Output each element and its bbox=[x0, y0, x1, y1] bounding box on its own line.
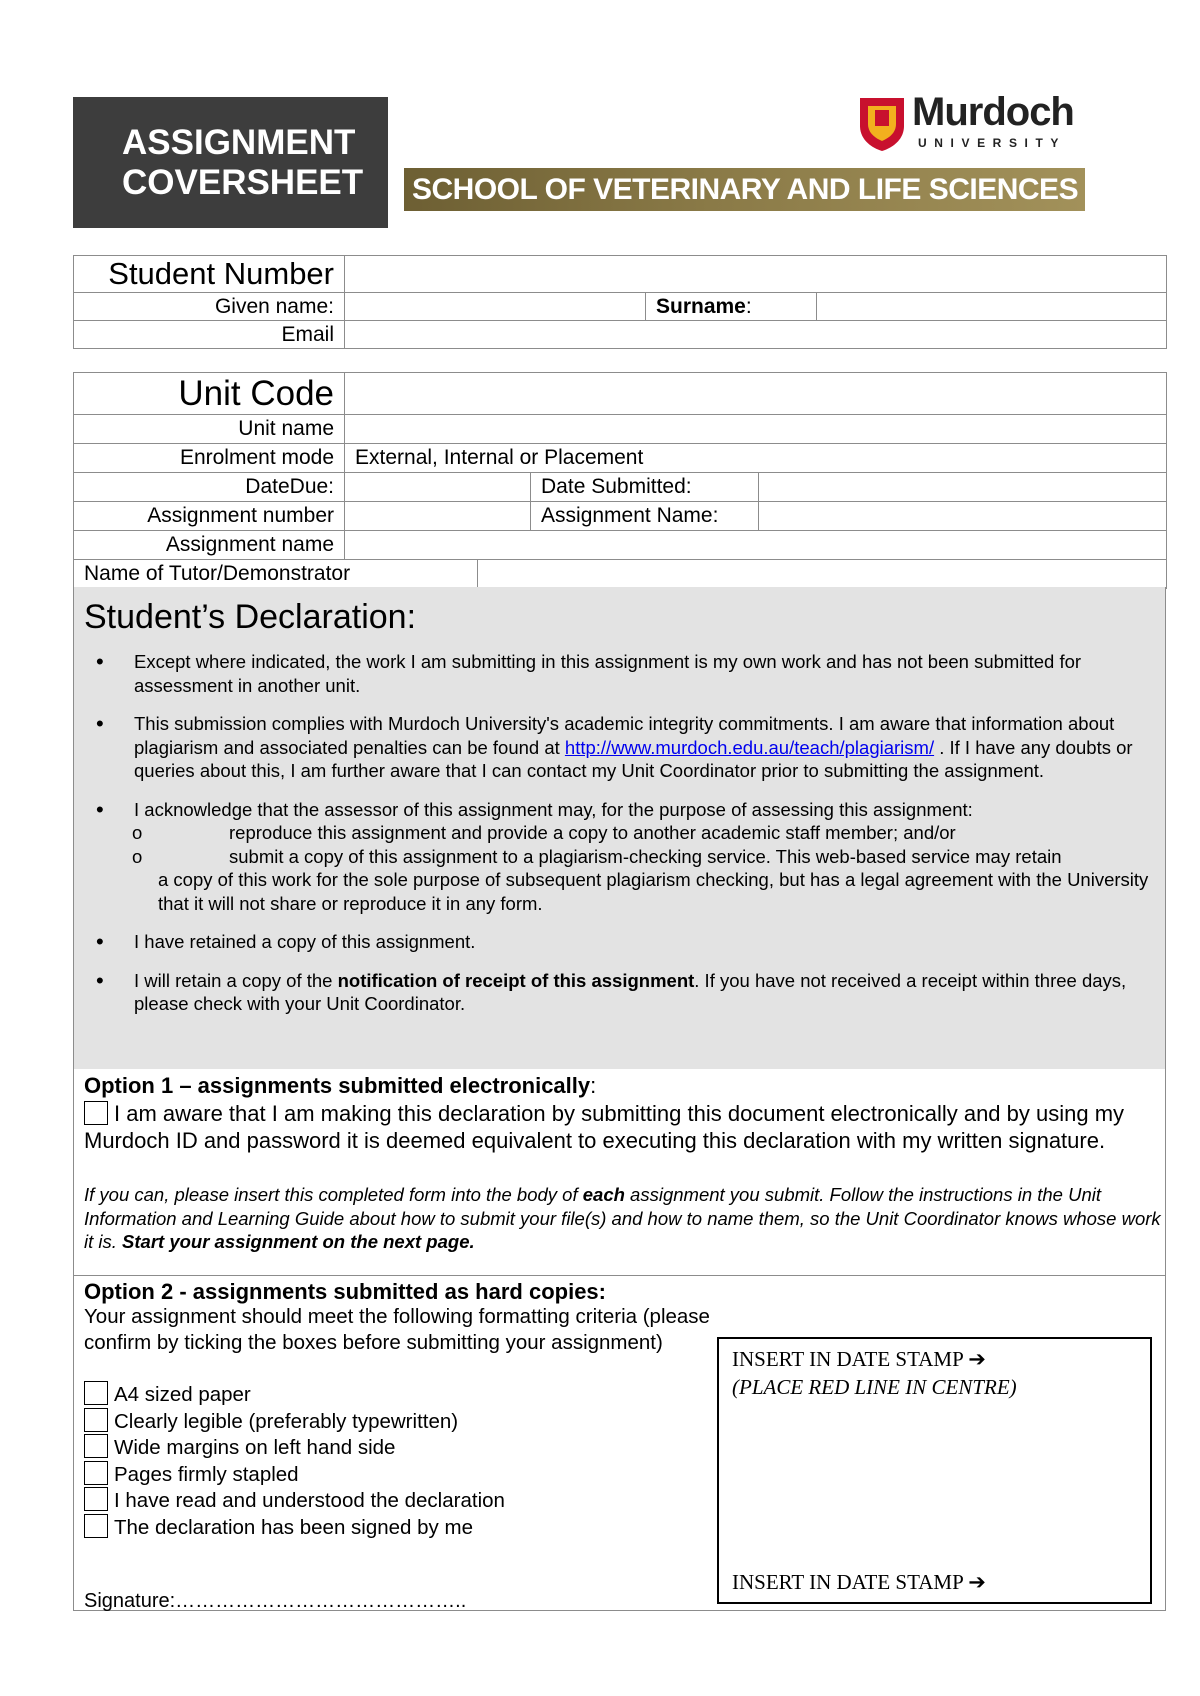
declaration-title: Student’s Declaration: bbox=[84, 598, 417, 636]
coversheet-title bbox=[73, 97, 388, 228]
criteria-label: I have read and understood the declaration bbox=[114, 1489, 505, 1512]
declaration-list bbox=[80, 650, 1160, 1031]
electronic-declaration-checkbox[interactable] bbox=[84, 1101, 108, 1125]
email-field[interactable] bbox=[345, 321, 1167, 349]
tutor-label: Name of Tutor/Demonstrator bbox=[84, 562, 351, 585]
assessor-sub-item-reproduce bbox=[80, 821, 1160, 845]
stamp-instruction-bottom: INSERT IN DATE STAMP ➔ bbox=[732, 1570, 986, 1594]
enrolment-mode-field[interactable]: External, Internal or Placement bbox=[345, 444, 1167, 473]
option1-text: I am aware that I am making this declaration by submitting this document electronically and by using my Murdoch ID and password it is deemed equivalent to executing this declaration with my written signature. bbox=[84, 1101, 1125, 1153]
sub-marker: o bbox=[132, 845, 143, 867]
integrity-text-post: . If I have any doubts or queries about this, I am further aware that I can contact my Unit Coordinator prior to submitting the assignment. bbox=[134, 736, 1133, 781]
declaration-item-retained-copy: • I have retained a copy of this assignment. bbox=[80, 930, 1160, 954]
date-submitted-field[interactable] bbox=[759, 473, 1167, 502]
student-details-table bbox=[73, 255, 1167, 349]
criteria-checkbox-margins[interactable] bbox=[84, 1434, 108, 1458]
surname-label-text: Surname bbox=[656, 294, 746, 318]
option1-note-bold: each bbox=[582, 1184, 625, 1205]
criteria-label: Wide margins on left hand side bbox=[114, 1436, 396, 1459]
surname-label bbox=[646, 293, 817, 321]
criteria-label: Pages firmly stapled bbox=[114, 1462, 299, 1486]
given-name-field[interactable] bbox=[345, 293, 646, 321]
criteria-item bbox=[84, 1434, 505, 1461]
receipt-text-bold: notification of receipt of this assignment bbox=[337, 969, 695, 991]
title-line-2: COVERSHEET bbox=[122, 163, 364, 202]
criteria-item bbox=[84, 1381, 505, 1408]
unit-name-field[interactable] bbox=[345, 415, 1167, 444]
assignment-name-field-right[interactable] bbox=[759, 502, 1167, 531]
logo-wordmark: Murdoch bbox=[912, 90, 1074, 134]
option2-intro: Your assignment should meet the following formatting criteria (please confirm by ticking the boxes before submitting your assignment) bbox=[84, 1305, 710, 1354]
criteria-item bbox=[84, 1514, 505, 1541]
assignment-name-label-right: Assignment Name: bbox=[531, 502, 759, 531]
criteria-item bbox=[84, 1408, 505, 1435]
enrolment-mode-label: Enrolment mode bbox=[74, 444, 345, 473]
criteria-checkbox-legible[interactable] bbox=[84, 1408, 108, 1432]
unit-details-table bbox=[73, 372, 1167, 589]
criteria-label: Clearly legible (preferably typewritten) bbox=[114, 1409, 459, 1433]
criteria-item bbox=[84, 1461, 505, 1488]
stamp-red-line-note: (PLACE RED LINE IN CENTRE) bbox=[732, 1375, 1017, 1399]
criteria-label: The declaration has been signed by me bbox=[114, 1515, 473, 1539]
integrity-text-pre: This submission complies with Murdoch University's academic integrity commitments. I am aware that information about plagiarism and associated penalties can be found at bbox=[134, 713, 1115, 758]
option1-note-pre: If you can, please insert this completed form into the body of bbox=[84, 1184, 583, 1205]
assignment-number-label: Assignment number bbox=[74, 502, 345, 531]
assessor-plagiarism-text: submit a copy of this assignment to a plagiarism-checking service. This web-based service may retain bbox=[229, 845, 1062, 867]
tutor-row bbox=[74, 560, 1167, 589]
date-stamp-box bbox=[717, 1337, 1152, 1604]
option2-title: Option 2 - assignments submitted as hard copies: bbox=[84, 1279, 606, 1304]
option1-title-text: Option 1 – assignments submitted electronically bbox=[84, 1073, 591, 1098]
criteria-checkbox-stapled[interactable] bbox=[84, 1461, 108, 1485]
declaration-item-assessor bbox=[80, 798, 1160, 916]
assessor-reproduce-text: reproduce this assignment and provide a copy to another academic staff member; and/or bbox=[229, 822, 956, 843]
option1-note-end: Start your assignment on the next page. bbox=[122, 1231, 475, 1252]
surname-colon: : bbox=[745, 294, 752, 318]
signature-line[interactable]: Signature:…………………………………….. bbox=[84, 1590, 467, 1612]
option1-declaration bbox=[84, 1100, 1159, 1154]
assignment-name-field[interactable] bbox=[345, 531, 1167, 560]
criteria-label: A4 sized paper bbox=[114, 1383, 251, 1406]
plagiarism-link[interactable]: http://www.murdoch.edu.au/teach/plagiarism/ bbox=[564, 736, 935, 758]
criteria-checkbox-read-declaration[interactable] bbox=[84, 1487, 108, 1511]
tutor-field[interactable] bbox=[478, 560, 1166, 588]
criteria-list bbox=[84, 1381, 505, 1540]
assessor-intro: • I acknowledge that the assessor of this assignment may, for the purpose of assessing this assignment: bbox=[134, 798, 973, 820]
logo-subtitle: UNIVERSITY bbox=[918, 136, 1067, 150]
option1-title-colon: : bbox=[590, 1073, 597, 1098]
receipt-text-post: . If you have not received a receipt within three days, please check with your Unit Coordinator. bbox=[134, 969, 1127, 1014]
title-line-1: ASSIGNMENT bbox=[122, 123, 356, 162]
assignment-number-field[interactable] bbox=[345, 502, 531, 531]
option1-title bbox=[84, 1073, 596, 1099]
unit-code-label: Unit Code bbox=[74, 373, 345, 415]
declaration-item-own-work: • Except where indicated, the work I am submitting in this assignment is my own work and has not been submitted for assessment in another unit. bbox=[80, 650, 1160, 697]
criteria-item bbox=[84, 1487, 505, 1514]
university-crest-icon bbox=[858, 96, 906, 152]
receipt-text-pre: I will retain a copy of the bbox=[134, 969, 338, 991]
declaration-item-receipt bbox=[80, 969, 1160, 1016]
assessor-plagiarism-continued: a copy of this work for the sole purpose of subsequent plagiarism checking, but has a legal agreement with the University that it will not share or reproduce it in any form. bbox=[158, 869, 1149, 914]
student-number-label: Student Number bbox=[74, 256, 345, 293]
email-label: Email bbox=[74, 321, 345, 349]
assessor-sub-item-plagiarism bbox=[80, 845, 1160, 869]
given-name-label: Given name: bbox=[74, 293, 345, 321]
stamp-instruction-top: INSERT IN DATE STAMP ➔ bbox=[732, 1347, 986, 1371]
date-submitted-label: Date Submitted: bbox=[531, 473, 759, 502]
student-number-field[interactable] bbox=[345, 256, 1167, 293]
options-divider bbox=[73, 1275, 1166, 1276]
assignment-name-label: Assignment name bbox=[74, 531, 345, 560]
date-due-label: DateDue: bbox=[74, 473, 345, 502]
criteria-checkbox-signed[interactable] bbox=[84, 1514, 108, 1538]
unit-name-label: Unit name bbox=[74, 415, 345, 444]
school-banner: SCHOOL OF VETERINARY AND LIFE SCIENCES bbox=[404, 168, 1085, 211]
unit-code-field[interactable] bbox=[345, 373, 1167, 415]
sub-marker: o bbox=[132, 822, 143, 843]
option1-note-mid: assignment you submit. Follow the instructions in the Unit Information and Learning Guide about how to submit your file(s) and how to name them, so the Unit Coordinator knows whose work it is. bbox=[84, 1184, 1161, 1252]
surname-field[interactable] bbox=[817, 293, 1167, 321]
date-due-field[interactable] bbox=[345, 473, 531, 502]
criteria-checkbox-a4[interactable] bbox=[84, 1381, 108, 1405]
option1-note bbox=[84, 1183, 1164, 1254]
declaration-item-integrity bbox=[80, 712, 1160, 783]
